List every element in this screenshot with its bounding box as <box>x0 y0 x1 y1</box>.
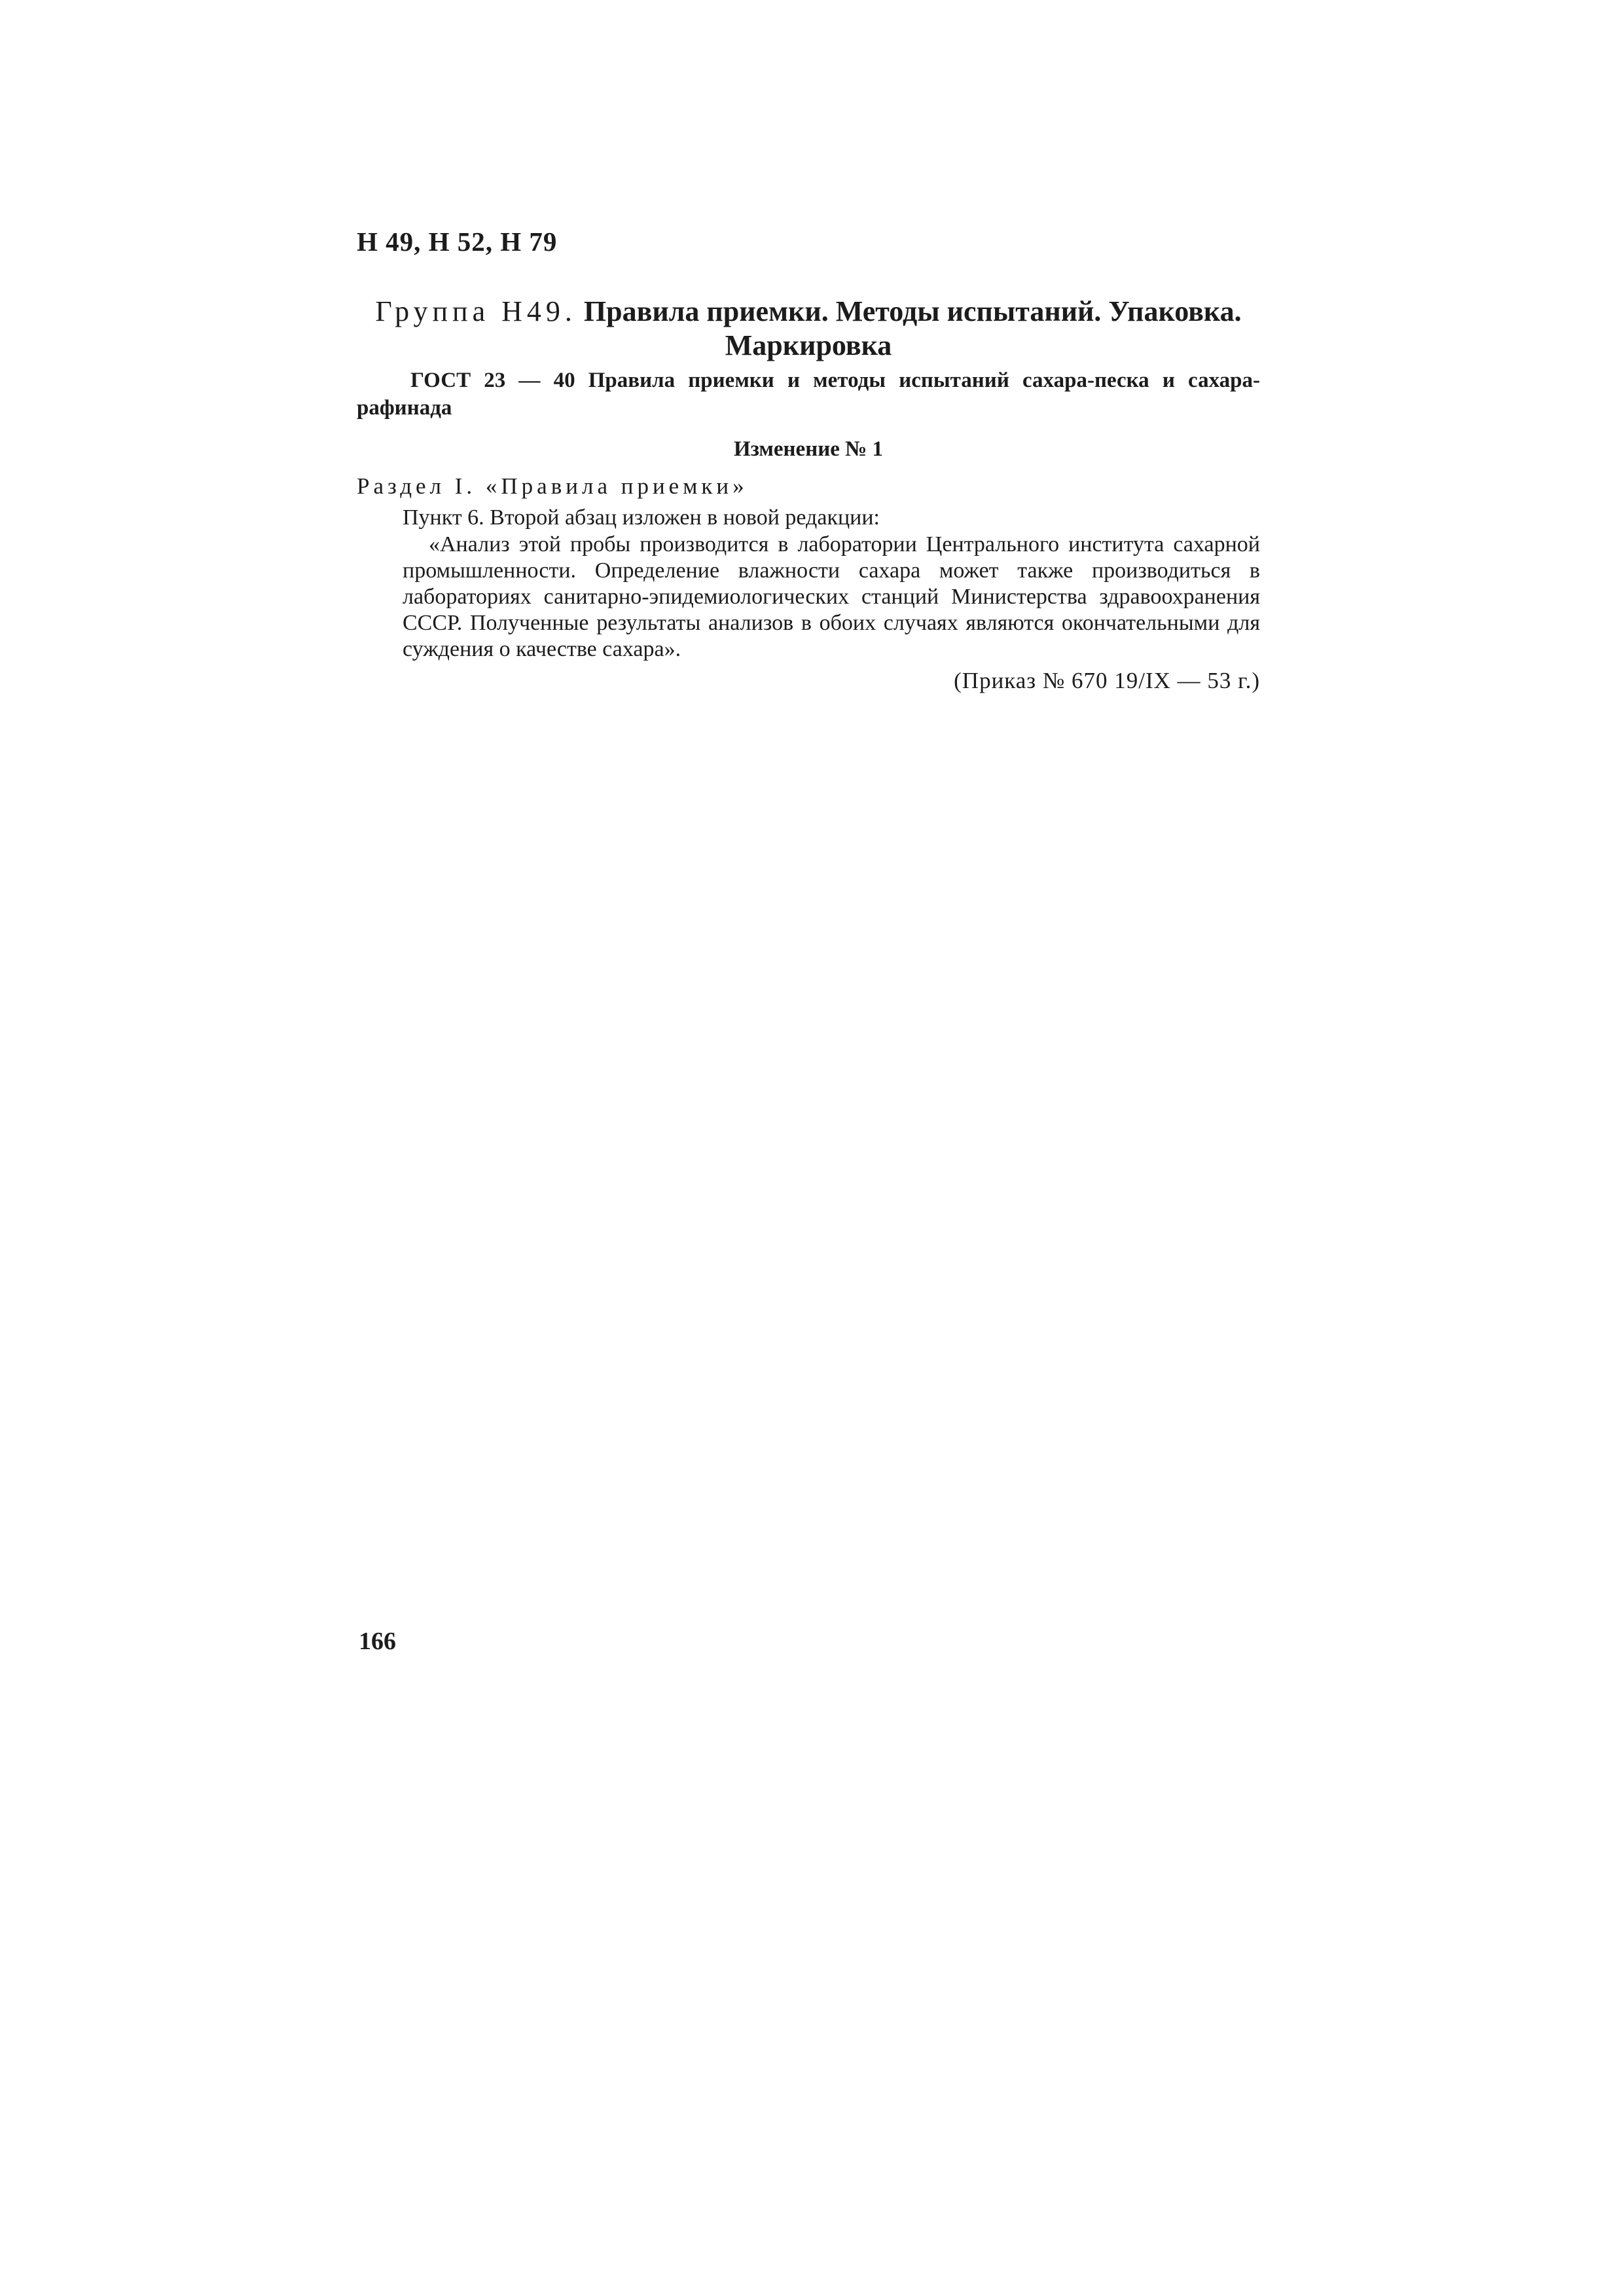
order-reference: (Приказ № 670 19/IX — 53 г.) <box>954 668 1260 693</box>
quoted-paragraph: «Анализ этой пробы производится в лаборатории Центрального института сахарной промышленности. Определение влажности сахара может также производиться в лабораториях санитарно-эпидемиологических станций Министерства здравоохранения СССР. Полученные результаты анализов в обоих случаях являются окончательными для суждения о качестве сахара». <box>403 532 1260 661</box>
gost-title: ГОСТ 23 — 40 Правила приемки и методы испытаний сахара-песка и сахара-рафинада <box>357 369 1260 420</box>
header-codes: Н 49, Н 52, Н 79 <box>357 227 558 257</box>
change-heading: Изменение № 1 <box>733 437 884 461</box>
point-intro: Пункт 6. Второй абзац изложен в новой редакции: <box>403 505 880 530</box>
group-title-line1: Правила приемки. Методы испытаний. Упаковка. <box>583 295 1242 327</box>
page-number: 166 <box>359 1628 396 1655</box>
group-label: Группа Н49. <box>375 295 577 327</box>
section-title: Раздел I. «Правила приемки» <box>357 473 748 499</box>
group-title-line2: Маркировка <box>725 329 892 361</box>
group-heading <box>357 295 1260 363</box>
